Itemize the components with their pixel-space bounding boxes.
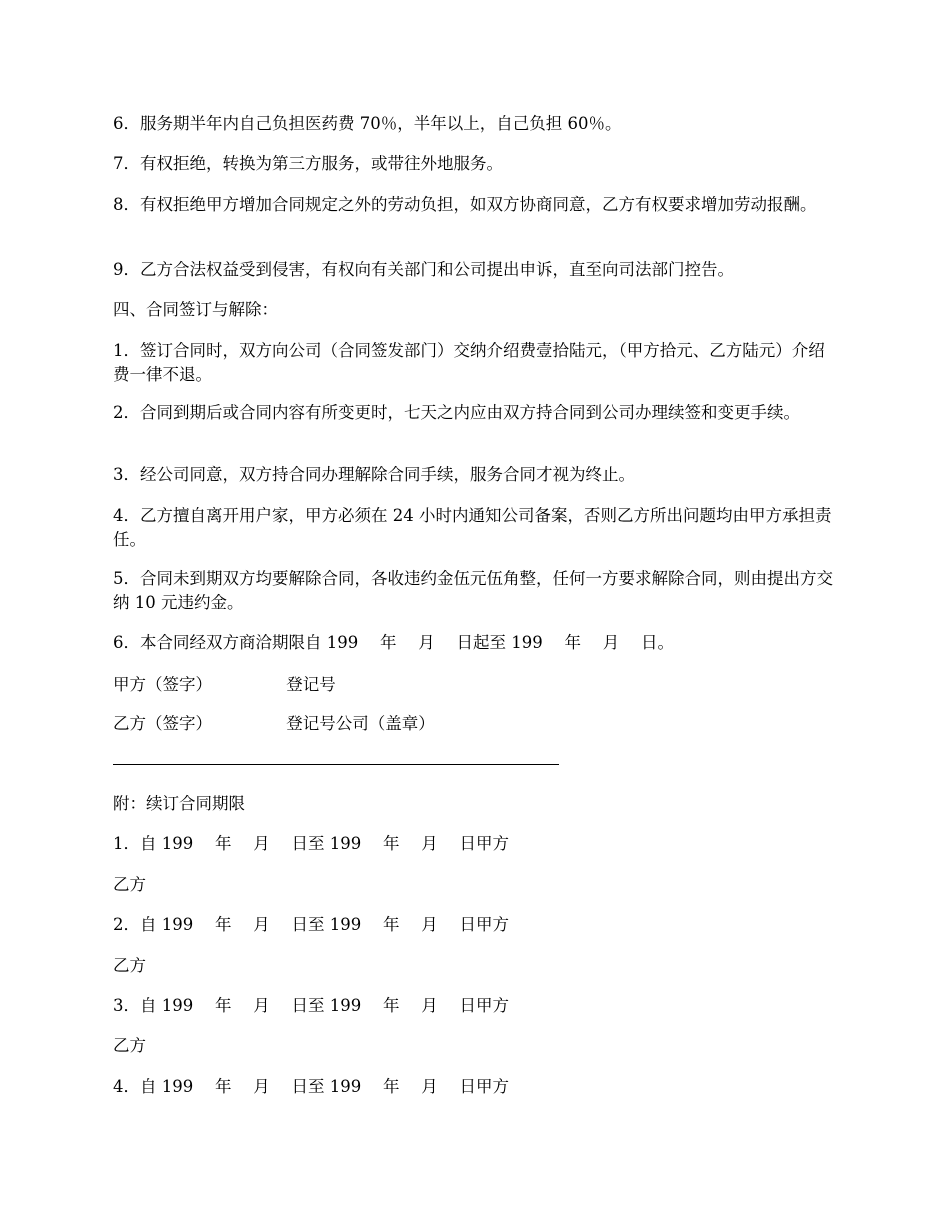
clause-6-contract-term: 6．本合同经双方商洽期限自 199 年 月 日起至 199 年 月 日。 bbox=[113, 633, 674, 652]
renewal-period-3: 3．自 199 年 月 日至 199 年 月 日甲方 bbox=[113, 996, 509, 1015]
horizontal-rule bbox=[113, 764, 559, 765]
clause-7-refuse-transfer: 7．有权拒绝，转换为第三方服务，或带往外地服务。 bbox=[113, 154, 503, 173]
renewal-party-b-3: 乙方 bbox=[113, 1036, 146, 1055]
party-a-signature-line: 甲方（签字） 登记号 bbox=[113, 675, 336, 694]
section-heading-signing-termination: 四、合同签订与解除： bbox=[113, 300, 278, 319]
clause-6-medical-fees: 6．服务期半年内自己负担医药费 70％，半年以上，自己负担 60％。 bbox=[113, 114, 622, 133]
clause-8-refuse-extra-labor: 8．有权拒绝甲方增加合同规定之外的劳动负担，如双方协商同意，乙方有权要求增加劳动报酬。 bbox=[113, 195, 817, 214]
renewal-period-1: 1．自 199 年 月 日至 199 年 月 日甲方 bbox=[113, 834, 509, 853]
renewal-party-b-1: 乙方 bbox=[113, 875, 146, 894]
clause-4-leaving-household: 4．乙方擅自离开用户家，甲方必须在 24 小时内通知公司备案，否则乙方所出问题均由甲方承担责任。 bbox=[113, 506, 832, 549]
clause-1-intro-fee: 1．签订合同时，双方向公司（合同签发部门）交纳介绍费壹拾陆元，（甲方拾元、乙方陆元）介绍费一律不退。 bbox=[113, 341, 825, 384]
party-b-signature-line: 乙方（签字） 登记号公司（盖章） bbox=[113, 714, 435, 733]
clause-2-renewal-change: 2．合同到期后或合同内容有所变更时，七天之内应由双方持合同到公司办理续签和变更手续。 bbox=[113, 403, 800, 422]
renewal-period-4: 4．自 199 年 月 日至 199 年 月 日甲方 bbox=[113, 1077, 509, 1096]
renewal-party-b-2: 乙方 bbox=[113, 956, 146, 975]
renewal-period-2: 2．自 199 年 月 日至 199 年 月 日甲方 bbox=[113, 915, 509, 934]
appendix-title: 附：续订合同期限 bbox=[113, 794, 245, 813]
clause-3-termination: 3．经公司同意，双方持合同办理解除合同手续，服务合同才视为终止。 bbox=[113, 465, 635, 484]
clause-9-rights-complaint: 9．乙方合法权益受到侵害，有权向有关部门和公司提出申诉，直至向司法部门控告。 bbox=[113, 260, 734, 279]
clause-5-breach-penalty: 5．合同未到期双方均要解除合同，各收违约金伍元伍角整，任何一方要求解除合同，则由提出方交纳 10 元违约金。 bbox=[113, 569, 833, 612]
